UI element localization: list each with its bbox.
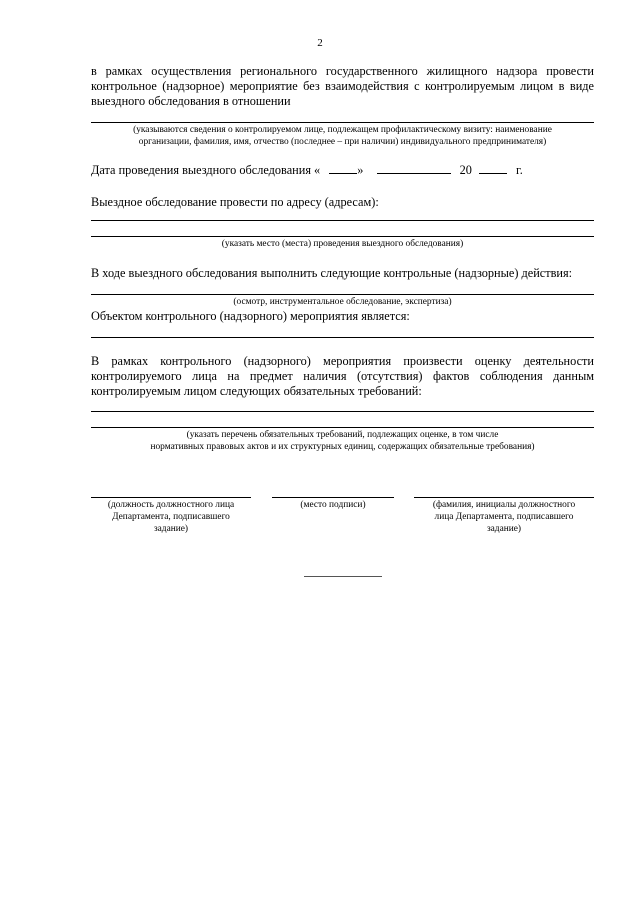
actions-field-line[interactable] — [91, 294, 594, 295]
name-caption-line-1: (фамилия, инициалы должностного — [432, 500, 576, 510]
actions-caption: (осмотр, инструментальное обследование, экспертиза) — [233, 297, 452, 307]
object-label: Объектом контрольного (надзорного) мероприятия является: — [91, 309, 410, 323]
position-field-line[interactable] — [91, 497, 251, 498]
name-caption-line-2: лица Департамента, подписавшего — [434, 512, 574, 522]
assessment-line-1: В рамках контрольного (надзорного) мероприятия произвести оценку деятельности — [91, 354, 594, 368]
address-label: Выездное обследование провести по адресу (адресам): — [91, 195, 379, 209]
date-field — [91, 163, 523, 178]
position-caption-line-1: (должность должностного лица — [107, 500, 235, 510]
name-caption — [409, 499, 599, 535]
date-year-field[interactable] — [479, 163, 507, 174]
address-field-line-1[interactable] — [91, 220, 594, 221]
position-caption-line-3: задание) — [153, 524, 189, 534]
intro-line-3: выездного обследования в отношении — [91, 94, 291, 108]
requirements-field-line-1[interactable] — [91, 411, 594, 412]
position-caption-line-2: Департамента, подписавшего — [112, 512, 230, 522]
signature-field-line[interactable] — [272, 497, 394, 498]
subject-caption-line-2: организации, фамилия, имя, отчество (последнее – при наличии) индивидуального предпринимателя) — [138, 137, 547, 147]
address-field-line-2[interactable] — [91, 236, 594, 237]
date-label: Дата проведения выездного обследования « — [91, 163, 321, 177]
page-number: 2 — [317, 37, 323, 49]
subject-field-line[interactable] — [91, 122, 594, 123]
actions-label: В ходе выездного обследования выполнить следующие контрольные (надзорные) действия: — [91, 266, 573, 280]
date-year-prefix: 20 — [459, 163, 472, 177]
position-caption — [86, 499, 256, 535]
requirements-field-line-2[interactable] — [91, 427, 594, 428]
date-year-suffix: г. — [516, 163, 523, 177]
name-caption-line-3: задание) — [486, 524, 522, 534]
date-day-field[interactable] — [329, 163, 357, 174]
end-separator — [304, 576, 382, 577]
date-month-field[interactable] — [377, 163, 451, 174]
subject-caption-line-1: (указываются сведения о контролируемом лице, подлежащем профилактическому визиту: наименование — [133, 125, 552, 135]
address-caption: (указать место (места) проведения выездного обследования) — [221, 239, 464, 249]
requirements-caption-line-2: нормативных правовых актов и их структурных единиц, содержащих обязательные требования) — [150, 442, 535, 452]
intro-line-2: контрольное (надзорное) мероприятие без взаимодействия с контролируемым лицом в виде — [91, 79, 594, 93]
date-close-quote: » — [357, 163, 364, 177]
object-field-line[interactable] — [91, 337, 594, 338]
requirements-caption-line-1: (указать перечень обязательных требований, подлежащих оценке, в том числе — [186, 430, 499, 440]
assessment-line-3: контролируемым лицом следующих обязательных требований: — [91, 384, 422, 398]
assessment-line-2: контролируемого лица на предмет наличия (отсутствия) фактов соблюдения данным — [91, 369, 594, 383]
intro-line-1: в рамках осуществления регионального государственного жилищного надзора провести — [91, 64, 594, 78]
signature-caption: (место подписи) — [300, 500, 366, 510]
name-field-line[interactable] — [414, 497, 594, 498]
